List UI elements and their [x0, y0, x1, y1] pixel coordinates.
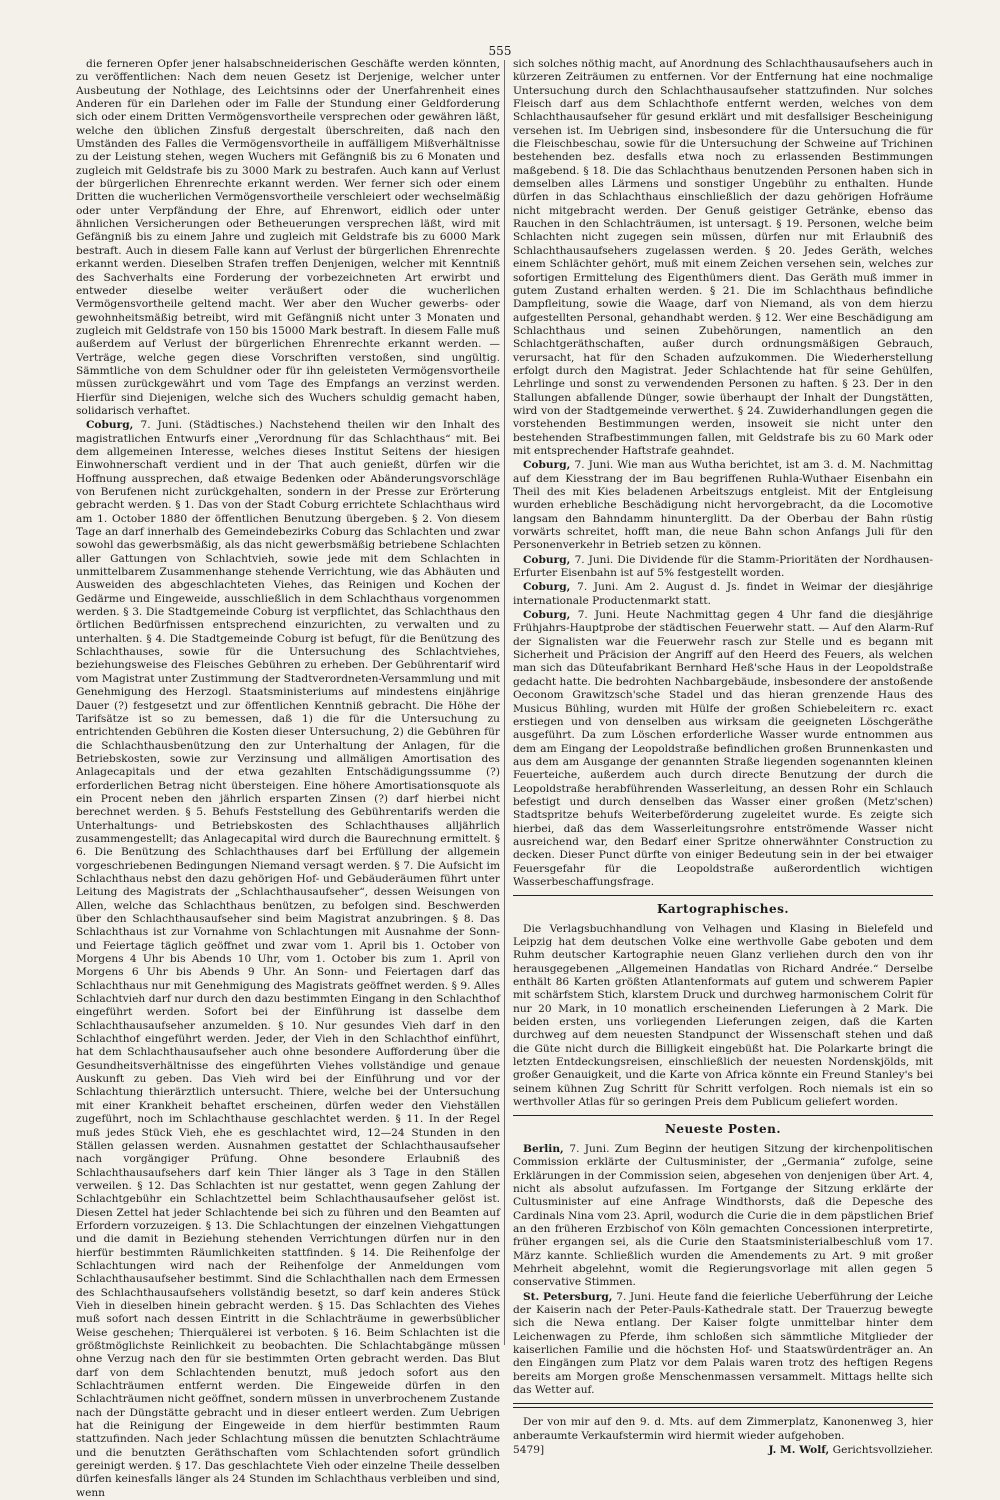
article-text: 7. Juni. Am 2. August d. Js. findet in Weimar der diesjährige internationale Productenmarkt statt.	[513, 581, 933, 607]
dateline: St. Petersburg,	[523, 1290, 617, 1303]
article-text: 7. Juni. Zum Beginn der heutigen Sitzung der kirchenpolitischen Commission erklärte der Cultusminister, der „Germania“ zufolge, seine Erklärungen in der Commission seien, abgesehen von denjenigen über Art. 4, nicht als absolut aufzufassen. Im Fortgange der Sitzung erklärte der Cultusminister auf eine Anfrage Windthorsts, daß die Depesche des Cardinals Nina vom 23. April, wodurch die Curie die in dem päpstlichen Brief an den früheren Erzbischof von Köln gemachten Concessionen interpretirte, früher ergangen sei, als die Curie den Staatsministerialbeschluß vom 17. März kannte. Schließlich wurden die Amendements zu Art. 9 mit großer Mehrheit abgelehnt, womit die Regierungsvorlage mit allen gegen 5 conservative Stimmen.	[513, 1142, 933, 1289]
page-number: 555	[488, 44, 512, 58]
notice-signature-line	[513, 1444, 933, 1457]
dateline: Coburg,	[86, 419, 141, 432]
article-berlin	[513, 1143, 933, 1290]
left-column	[76, 58, 500, 1499]
article-text: 7. Juni. (Städtisches.) Nachstehend theilen wir den Inhalt des magistratlichen Entwurfs einer „Verordnung für das Schlachthaus“ mit. Bei dem allgemeinen Interesse, welches dieses Institut Seitens der hiesigen Einwohnerschaft verdient und in der That auch genießt, dürfen wir die Hoffnung aussprechen, daß etwaige Bedenken oder Abänderungsvorschläge von Berufenen nicht zurückgehalten, sondern in der Presse zur Erörterung gebracht werden. § 1. Das von der Stadt Coburg errichtete Schlachthaus wird am 1. October 1880 der öffentlichen Benutzung übergeben. § 2. Von diesem Tage an darf innerhalb des Gemeindebezirks Coburg das Schlachten und zwar sowohl das gewerbsmäßig, als das nicht gewerbsmäßig betriebene Schlachten aller Gattungen von Schlachtvieh, sowie jede mit dem Schlachten in unmittelbarem Zusammenhange stehende Verrichtung, wie das Abhäuten und Ausweiden des abgeschlachteten Viehes, das Reinigen und Kochen der Gedärme und Eingeweide, ausschließlich in dem Schlachthaus vorgenommen werden. § 3. Die Stadtgemeinde Coburg ist verpflichtet, das Schlachthaus den örtlichen Bedürfnissen entsprechend einzurichten, zu verwalten und zu unterhalten. § 4. Die Stadtgemeinde Coburg ist befugt, für die Benützung des Schlachthauses, sowie für die Untersuchung des Schlachtviehes, beziehungsweise des Fleisches Gebühren zu erheben. Der Gebührentarif wird vom Magistrat unter Zustimmung der Stadtverordneten-Versammlung und mit Genehmigung des Herzogl. Staatsministeriums auf mindestens einjährige Dauer (?) festgesetzt und zur öffentlichen Kenntniß gebracht. Die Höhe der Tarifsätze ist so zu bemessen, daß 1) die für die Untersuchung zu entrichtenden Gebühren die Kosten dieser Untersuchung, 2) die Gebühren für die Schlachthausbenützung den zur Unterhaltung der Anlagen, für die Betriebskosten, sowie zur Verzinsung und allmäligen Amortisation des Anlagecapitals und der etwa gezahlten Entschädigungssumme (?) erforderlichen Betrag nicht übersteigen. Eine höhere Amortisationsquote als ein Procent neben den jährlich ersparten Zinsen (?) darf hierbei nicht berechnet werden. § 5. Behufs Feststellung des Gebührentarifs werden die Unterhaltungs- und Betriebskosten des Schlachthauses alljährlich zusammengestellt; das Anlagecapital wird durch die Baurechnung ermittelt. § 6. Die Benützung des Schlachthauses darf bei Erfüllung der allgemein vorgeschriebenen Bedingungen Niemand versagt werden. § 7. Die Aufsicht im Schlachthaus nebst den dazu gehörigen Hof- und Gebäuderäumen führt unter Leitung des Magistrats der „Schlachthausaufseher“, dessen Weisungen von Allen, welche das Schlachthaus benützen, zu befolgen sind. Beschwerden über den Schlachthausaufseher sind beim Magistrat anzubringen. § 8. Das Schlachthaus ist zur Vornahme von Schlachtungen mit Ausnahme der Sonn- und Feiertage täglich geöffnet und zwar vom 1. April bis 1. October von Morgens 4 Uhr bis Abends 10 Uhr, vom 1. October bis zum 1. April von Morgens 6 Uhr bis Abends 9 Uhr. An Sonn- und Feiertagen darf das Schlachthaus nur mit Genehmigung des Magistrats geöffnet werden. § 9. Alles Schlachtvieh darf nur durch den dazu bestimmten Eingang in den Schlachthof eingeführt werden. Sofort bei der Einführung ist dasselbe dem Schlachthausaufseher anzumelden. § 10. Nur gesundes Vieh darf in den Schlachthof eingeführt werden. Jeder, der Vieh in den Schlachthof einführt, hat dem Schlachthausaufseher auch ohne besondere Aufforderung über die Gesundheitsverhältnisse des eingeführten Viehes vollständige und genaue Auskunft zu geben. Das Vieh wird bei der Einführung und vor der Schlachtung thierärztlich untersucht. Thiere, welche bei der Untersuchung mit einer Krankheit behaftet erscheinen, dürfen weder den Viehställen zugeführt, noch im Schlachthause geschlachtet werden. § 11. In der Regel muß jedes Stück Vieh, ehe es geschlachtet wird, 12—24 Stunden in den Ställen gelassen werden. Ausnahmen gestattet der Schlachthausaufseher nach vorgängiger Prüfung. Ohne besondere Erlaubniß des Schlachthausaufsehers darf kein Thier länger als 3 Tage in den Ställen verweilen. § 12. Das Schlachten ist nur gestattet, wenn gegen Zahlung der Schlachtgebühr ein Schlachtzettel beim Schlachthausaufseher gelöst ist. Diesen Zettel hat jeder Schlachtende bei sich zu führen und den Beamten auf Erfordern vorzuzeigen. § 13. Die Schlachtungen der einzelnen Viehgattungen und die damit in Beziehung stehenden Verrichtungen dürfen nur in den hierfür bestimmten Räumlichkeiten stattfinden. § 14. Die Reihenfolge der Schlachtungen wird nach der Reihenfolge der Anmeldungen vom Schlachthausaufseher bestimmt. Sind die Schlachthallen nach dem Ermessen des Schlachthausaufsehers vollständig besetzt, so darf kein anderes Stück Vieh in dieselben hinein gebracht werden. § 15. Das Schlachten des Viehes muß sofort nach dessen Eintritt in die Schlachträume in gewerbsüblicher Weise geschehen; Thierquälerei ist verboten. § 16. Beim Schlachten ist die größtmöglichste Reinlichkeit zu beobachten. Die Schlachtabgänge müssen ohne Verzug nach den für sie bestimmten Orten gebracht werden. Das Blut darf von dem Schlachtenden benutzt, muß jedoch sofort aus den Schlachträumen entfernt werden. Die Eingeweide dürfen in den Schlachträumen nicht geöffnet, sondern müssen in unverbrochenem Zustande nach der Düngstätte gebracht und in dieser entleert werden. Zum Uebrigen hat die Reinigung der Eingeweide in dem hierfür bestimmten Raum stattzufinden. Nach jeder Schlachtung müssen die benutzten Schlachträume und die benutzten Geräthschaften vom Schlachtenden sofort gründlich gereinigt werden. § 17. Das geschlachtete Vieh oder einzelne Theile desselben dürfen keinesfalls länger als 24 Stunden im Schlachthaus verbleiben und sind, wenn	[76, 419, 500, 1499]
dateline: Coburg,	[523, 553, 575, 566]
column-divider	[504, 60, 505, 1345]
notice-signature-title: Gerichtsvollzieher.	[832, 1444, 933, 1457]
article-continuation	[513, 58, 933, 458]
article-text: sich solches nöthig macht, auf Anordnung des Schlachthausaufsehers auch in kürzeren Zeiträumen zu entfernen. Vor der Entfernung hat eine nochmalige Untersuchung durch den Schlachthausaufseher stattzufinden. Nur solches Fleisch darf aus dem Schlachthofe entfernt werden, welches von dem Schlachthausaufseher für gesund erklärt und mit desfallsiger Bescheinigung versehen ist. Im Uebrigen sind, insbesondere für die Untersuchung die für die Fleischbeschau, sowie für die Untersuchung der Schweine auf Trichinen bestehenden bez. desfalls etwa noch zu erlassenden Bestimmungen maßgebend. § 18. Die das Schlachthaus benutzenden Personen haben sich in demselben alles Lärmens und sonstiger Ungebühr zu enthalten. Hunde dürfen in das Schlachthaus einschließlich der dazu gehörigen Hofräume nicht mitgebracht werden. Der Genuß geistiger Getränke, ebenso das Rauchen in den Schlachträumen, ist untersagt. § 19. Personen, welche beim Schlachten nicht zugegen sein müssen, dürfen nur mit Erlaubniß des Schlachthausaufsehers zugelassen werden. § 20. Jedes Geräth, welches einem Schlächter gehört, muß mit einem Zeichen versehen sein, welches zur sofortigen Ermittelung des Eigenthümers dient. Das Geräth muß immer in gutem Zustand erhalten werden. § 21. Die im Schlachthaus befindliche Dampfleitung, sowie die Waage, darf von Niemand, als von dem hierzu aufgestellten Personal, gehandhabt werden. § 12. Wer eine Beschädigung am Schlachthaus und seinen Zubehörungen, namentlich an den Schlachtgeräthschaften, außer durch ordnungsmäßigen Gebrauch, verursacht, hat für den Schaden aufzukommen. Die Wiederherstellung erfolgt durch den Magistrat. Jeder Schlachtende hat für seine Gehülfen, Lehrlinge und sonst zu verwendenden Personen zu haften. § 23. Der in den Stallungen abfallende Dünger, sowie überhaupt der Inhalt der Dungstätten, wird von der Stadtgemeinde verwerthet. § 24. Zuwiderhandlungen gegen die vorstehenden Bestimmungen werden, insoweit sie nicht unter den bestehenden Strafbestimmungen fallen, mit Geldstrafe bis zu 60 Mark oder mit entsprechender Haftstrafe geahndet.	[513, 58, 933, 457]
dateline: Coburg,	[523, 459, 575, 472]
section-heading-latest-news: Neueste Posten.	[664, 1122, 782, 1137]
notice-number: 5479]	[513, 1444, 545, 1457]
dateline: Coburg,	[523, 581, 578, 594]
article-railway	[513, 459, 933, 552]
article-text: 7. Juni. Heute Nachmittag gegen 4 Uhr fand die diesjährige Frühjahrs-Hauptprobe der städtischen Feuerwehr statt. — Auf den Alarm-Ruf der Signalisten war die Feuerwehr rasch zur Stelle und es begann mit Sicherheit und Präcision der Angriff auf den Heerd des Feuers, als welchen man sich das Düteufabrikant Bernhard Heß'sche Haus in der Leopoldstraße gedacht hatte. Die bedrohten Nachbargebäude, insbesondere der anstoßende Oeconom Grawitzsch'sche Stadel und das hieran grenzende Haus des Musicus Bühling, wurden mit Hülfe der großen Schiebeleitern rc. exact erstiegen und von denselben aus wirksam die geeigneten Löschgeräthe ausgeführt. Da zum Löschen erforderliche Wasser wurde entnommen aus dem am Eingang der Leopoldstraße befindlichen großen Brunnenkasten und aus dem am Ausgange der genannten Straße liegenden sogenannten kleinen Feuerteiche, außerdem auch durch directe Benutzung der durch die Leopoldstraße herabführenden Wasserleitung, an dessen Rohr ein Schlauch befestigt und durch denselben das Wasser einer großen (Metz'schen) Stadtspritze behufs Weiterbeförderung zugeleitet wurde. Es zeigte sich hierbei, daß das dem Wasserleitungsrohre entströmende Wasser nicht ausreichend war, den Bedarf einer Spritze ohnerwähnter Construction zu decken. Dieser Punct dürfte von einiger Bedeutung sein in der bei etwaiger Feuersgefahr für die Leopoldstraße außerordentlich wichtigen Wasserbeschaffungsfrage.	[513, 609, 933, 888]
article-text: die ferneren Opfer jener halsabschneiderischen Geschäfte werden könnten, zu veröffentlichen: Nach dem neuen Gesetz ist Derjenige, welcher unter Ausbeutung der Nothlage, des Leichtsinns oder der Unerfahrenheit eines Anderen für ein Darlehen oder im Falle der Stundung einer Geldforderung sich oder einem Dritten Vermögensvortheile versprechen oder gewähren läßt, welche den üblichen Zinsfuß dergestalt überschreiten, daß nach den Umständen des Falles die Vermögensvortheile in auffälligem Mißverhältnisse zu der Leistung stehen, wegen Wuchers mit Gefängniß bis zu 6 Monaten und zugleich mit Geldstrafe bis zu 3000 Mark zu bestrafen. Auch kann auf Verlust der bürgerlichen Ehrenrechte erkannt werden. Wer ferner sich oder einem Dritten die wucherlichen Vermögensvortheile verschleiert oder wechselmäßig oder unter Verpfändung der Ehre, auf Ehrenwort, eidlich oder unter ähnlichen Versicherungen oder Betheuerungen versprechen läßt, wird mit Gefängniß bis zu einem Jahre und zugleich mit Geldstrafe bis zu 6000 Mark bestraft. Auch in diesem Falle kann auf Verlust der bürgerlichen Ehrenrechte erkannt werden. Dieselben Strafen treffen Denjenigen, welcher mit Kenntniß des Sachverhalts eine Forderung der vorbezeichneten Art erwirbt und entweder dieselbe weiter veräußert oder die wucherlichen Vermögensvortheile geltend macht. Wer aber den Wucher gewerbs- oder gewohnheitsmäßig betreibt, wird mit Gefängniß nicht unter 3 Monaten und zugleich mit Geldstrafe von 150 bis 15000 Mark bestraft. In diesem Falle muß außerdem auf Verlust der bürgerlichen Ehrenrechte erkannt werden. — Verträge, welche gegen diese Vorschriften verstoßen, sind ungültig. Sämmtliche von dem Schuldner oder für ihn geleisteten Vermögensvortheile müssen zurückgewährt und vom Tage des Empfangs an verzinst werden. Hierfür sind Diejenigen, welche sich des Wuchers schuldig gemacht haben, solidarisch verhaftet.	[76, 58, 500, 417]
article-st-petersburg	[513, 1291, 933, 1398]
section-rule	[513, 895, 933, 896]
section-rule	[513, 1115, 933, 1116]
article-slaughterhouse-ordinance	[76, 419, 500, 1500]
article-text: Die Verlagsbuchhandlung von Velhagen und Klasing in Bielefeld und Leipzig hat dem deutschen Volke eine werthvolle Gabe geboten und dem Ruhm deutscher Kartographie neuen Glanz verliehen durch den von ihr herausgegebenen „Allgemeinen Handatlas von Richard Andrée.“ Derselbe enthält 86 Karten größten Atlantenformats auf gutem und schwerem Papier mit schärfstem Stich, klarstem Druck und durchweg harmonischem Colrit für nur 20 Mark, in 10 monatlich erscheinenden Lieferungen à 2 Mark. Die beiden ersten, uns vorliegenden Lieferungen zeigen, daß die Karten durchweg auf dem neuesten Standpunct der Wissenschaft stehen und daß die Güte nicht durch die Billigkeit eingebüßt hat. Die Polarkarte bringt die letzten Entdeckungsreisen, einschließlich der neuesten Nordenskjölds, mit großer Genauigkeit, und die Karte von Africa könnte ein Freund Stanley's bei seinem kühnen Zug Schritt für Schritt verfolgen. Roch niemals ist ein so werthvoller Atlas für so geringen Preis dem Publicum geliefert worden.	[513, 922, 933, 1109]
section-heading-cartography: Kartographisches.	[656, 902, 790, 917]
right-column	[513, 58, 933, 1457]
article-usury-law	[76, 58, 500, 418]
article-dividend	[513, 554, 933, 581]
notice-rule	[513, 1403, 933, 1408]
dateline: Coburg,	[523, 609, 578, 622]
article-text: 7. Juni. Die Dividende für die Stamm-Prioritäten der Nordhausen-Erfurter Eisenbahn ist auf 5% festgestellt worden.	[513, 553, 933, 580]
article-text: 7. Juni. Wie man aus Wutha berichtet, ist am 3. d. M. Nachmittag auf dem Kiesstrang der im Bau begriffenen Ruhla-Wuthaer Eisenbahn ein Theil des mit Kies beladenen Arbeitszugs entgleist. Mit der Entgleisung wurden erhebliche Beschädigung nicht hervorgebracht, da die Locomotive langsam den Bahndamm hinunterglitt. Da der Oberbau der Bahn rüstig vorwärts schreitet, hofft man, die neue Bahn schon Anfangs Juli für den Personenverkehr in Betrieb setzen zu können.	[513, 459, 933, 552]
article-product-market	[513, 581, 933, 608]
article-fire-brigade	[513, 609, 933, 889]
article-atlas	[513, 923, 933, 1110]
article-text: 7. Juni. Heute fand die feierliche Ueberführung der Leiche der Kaiserin nach der Peter-Pauls-Kathedrale statt. Der Trauerzug bewegte sich die Newa entlang. Der Kaiser folgte unmittelbar hinter dem Leichenwagen zu Pferde, ihm schloßen sich sämmtliche Mitglieder der kaiserlichen Familie und die höchsten Hof- und Staatswürdenträger an. An den Eingängen zum Platz vor dem Palais waren trotz des heftigen Regens bereits am Morgen große Menschenmassen versammelt. Mittags hellte sich das Wetter auf.	[513, 1290, 933, 1396]
dateline: Berlin,	[523, 1142, 570, 1155]
notice-signature: J. M. Wolf,	[768, 1444, 830, 1457]
notice-text: Der von mir auf den 9. d. Mts. auf dem Zimmerplatz, Kanonenweg 3, hier anberaumte Verkaufstermin wird hiermit wieder aufgehoben.	[513, 1416, 933, 1442]
notice-box	[513, 1416, 933, 1457]
